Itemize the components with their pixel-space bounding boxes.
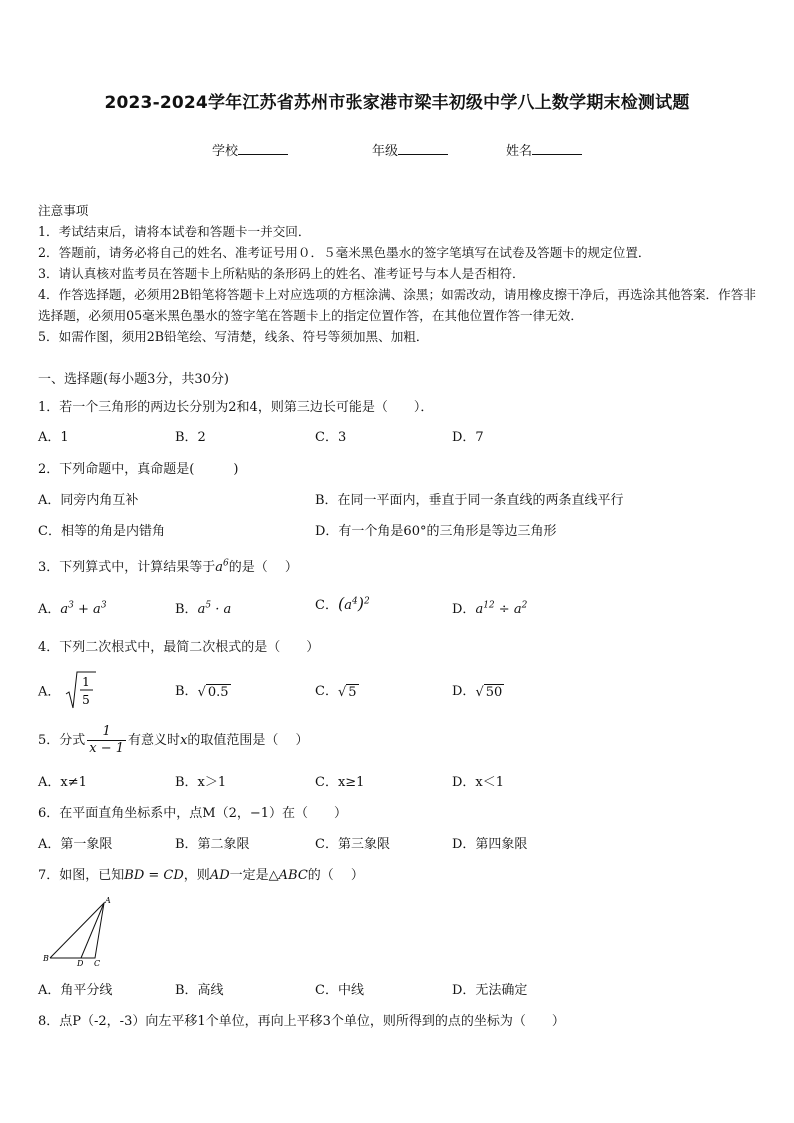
q4-option-a-label: A．	[38, 684, 61, 700]
q1-option-a: A．1	[38, 430, 69, 445]
q3-option-a-label: A．	[38, 602, 61, 617]
question-1-stem: 1．若一个三角形的两边长分别为2和4，则第三边长可能是（ ）．	[38, 400, 434, 415]
q5-stem-pre: 5．分式	[38, 733, 86, 748]
question-7-stem	[38, 864, 364, 883]
q1-option-b: B．2	[175, 430, 206, 445]
q2-option-d: D．有一个角是60°的三角形是等边三角形	[315, 524, 557, 539]
q7-triangle: △ABC	[268, 868, 308, 883]
q7-option-c: C．中线	[315, 983, 364, 998]
q5-fraction: $\frac{1}{x - 1}$	[89, 724, 125, 756]
q7-stem-pre: 7．如图，已知	[38, 868, 125, 883]
question-2-stem: 2．下列命题中，真命题是( )	[38, 462, 239, 477]
label-b: B	[43, 954, 49, 963]
notice-heading: 注意事项	[38, 203, 89, 218]
q3-option-b-expr: $a^5 \cdot a$	[197, 600, 232, 617]
q5-stem-end: 的取值范围是（ ）	[187, 733, 309, 748]
q6-option-a: A．第一象限	[38, 837, 113, 852]
section-heading: 一、选择题(每小题3分，共30分)	[38, 372, 229, 387]
q3-option-a	[38, 598, 107, 617]
q4-option-d-label: D．	[452, 684, 476, 699]
q1-option-c: C．3	[315, 430, 347, 445]
q4-option-b-expr: √ 0.5	[197, 684, 229, 700]
q5-variable: x	[180, 733, 188, 748]
q6-option-c: C．第三象限	[315, 837, 390, 852]
q7-option-d: D．无法确定	[452, 983, 528, 998]
q7-condition: BD = CD	[124, 868, 184, 883]
segment-ad	[81, 903, 104, 958]
q3-option-c-expr: $(a^4)^2$	[337, 594, 370, 613]
q1-option-d: D．7	[452, 430, 484, 445]
q4-option-b	[175, 680, 231, 700]
notice-item-5: 5．如需作图，须用2B铅笔绘、写清楚，线条、符号等须加黑、加粗．	[38, 329, 429, 344]
q4-option-c-expr: √ 5	[337, 684, 357, 700]
grade-label: 年级	[372, 144, 399, 159]
triangle-abc	[50, 903, 104, 958]
q4-option-b-label: B．	[175, 684, 198, 699]
q3-option-c-label: C．	[315, 598, 338, 613]
grade-blank	[398, 142, 448, 155]
q4-option-c-label: C．	[315, 684, 338, 699]
school-field	[212, 140, 288, 159]
q3-stem-pre: 3．下列算式中，计算结果等于	[38, 560, 216, 575]
label-a: A	[105, 896, 111, 905]
q3-option-a-expr: $a^3 + a^3$	[60, 600, 107, 617]
notice-item-3: 3．请认真核对监考员在答题卡上所粘贴的条形码上的姓名、准考证号与本人是否相符．	[38, 266, 525, 281]
q3-option-b-label: B．	[175, 602, 198, 617]
notice-item-1: 1．考试结束后，请将本试卷和答题卡一并交回．	[38, 224, 311, 239]
label-d: D	[77, 959, 84, 967]
q3-option-d-label: D．	[452, 602, 476, 617]
sqrt-one-fifth-icon	[65, 670, 97, 710]
q6-option-d: D．第四象限	[452, 837, 528, 852]
svg-text:5: 5	[81, 693, 90, 707]
q3-target-expr: $a^6$	[215, 558, 229, 575]
q4-option-d-expr: √ 50	[475, 684, 503, 700]
exam-title: 2023-2024学年江苏省苏州市张家港市梁丰初级中学八上数学期末检测试题	[104, 93, 690, 113]
q4-option-a	[38, 670, 97, 710]
notice-item-4: 4．作答选择题，必须用2B铅笔将答题卡上对应选项的方框涂满、涂黑；如需改动，请用橡皮擦干净后，再选涂其他答案．作答非选择题，必须用05毫米黑色墨水的签字笔在答题卡上的指定位置作答，在其他位置作答一律无效．	[38, 287, 756, 323]
svg-text:1: 1	[81, 675, 90, 689]
question-6-stem: 6．在平面直角坐标系中，点M（2，−1）在（ ）	[38, 806, 348, 821]
q7-option-a: A．角平分线	[38, 983, 113, 998]
q4-option-a-expr	[65, 670, 97, 710]
question-3-stem	[38, 556, 298, 575]
q7-option-b: B．高线	[175, 983, 224, 998]
q5-option-c: C．x≥1	[315, 775, 365, 790]
question-4-stem: 4．下列二次根式中，最简二次根式的是（ ）	[38, 640, 320, 655]
notice-block	[38, 200, 758, 347]
question-8-stem: 8．点P（-2，-3）向左平移1个单位，再向上平移3个单位，则所得到的点的坐标为（ ）	[38, 1014, 565, 1029]
q5-option-b: B．x＞1	[175, 775, 227, 790]
q7-segment: AD	[209, 868, 230, 883]
grade-field	[372, 140, 448, 159]
name-blank	[532, 142, 582, 155]
q6-option-b: B．第二象限	[175, 837, 250, 852]
q3-stem-post: 的是（ ）	[228, 560, 298, 575]
notice-item-2: 2．答题前，请务必将自己的姓名、准考证号用０．５毫米黑色墨水的签字笔填写在试卷及答题卡的规定位置．	[38, 245, 651, 260]
school-blank	[238, 142, 288, 155]
q2-option-c: C．相等的角是内错角	[38, 524, 165, 539]
q2-option-b: B．在同一平面内，垂直于同一条直线的两条直线平行	[315, 493, 624, 508]
triangle-figure	[40, 895, 112, 967]
q3-option-b	[175, 598, 231, 617]
q5-stem-post: 有意义时	[128, 733, 181, 748]
q7-stem-end: 的（ ）	[307, 868, 364, 883]
label-c: C	[94, 959, 101, 967]
q7-stem-post: 一定是	[229, 868, 269, 883]
q5-option-d: D．x＜1	[452, 775, 505, 790]
question-5-stem	[38, 724, 309, 757]
q3-option-d-expr: $a^{12} \div a^2$	[475, 600, 528, 617]
q5-option-a: A．x≠1	[38, 775, 87, 790]
name-label: 姓名	[506, 144, 533, 159]
q4-option-d	[452, 680, 504, 700]
q3-option-c	[315, 594, 370, 613]
q4-option-c	[315, 680, 359, 700]
q7-stem-mid: ，则	[183, 868, 210, 883]
name-field	[506, 140, 582, 159]
q3-option-d	[452, 598, 527, 617]
q2-option-a: A．同旁内角互补	[38, 493, 139, 508]
school-label: 学校	[212, 144, 239, 159]
